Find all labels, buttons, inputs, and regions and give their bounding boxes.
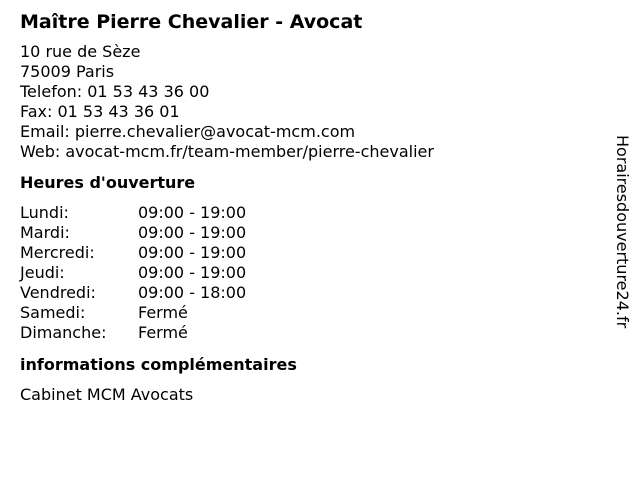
day-label: Mardi: [20,223,70,242]
site-watermark: Horairesdouverture24.fr [613,135,632,329]
contact-block [20,42,600,162]
hours-row-mardi [20,223,246,243]
hours-value: 09:00 - 19:00 [138,223,247,242]
phone-number: Telefon: 01 53 43 36 00 [20,82,210,101]
day-label: Jeudi: [20,263,65,282]
hours-value: Fermé [138,323,188,342]
page-title: Maître Pierre Chevalier - Avocat [20,11,363,33]
hours-value: 09:00 - 19:00 [138,263,247,282]
fax-number: Fax: 01 53 43 36 01 [20,102,180,121]
hours-row-vendredi [20,283,246,303]
hours-value: 09:00 - 19:00 [138,203,247,222]
hours-row-mercredi [20,243,246,263]
hours-row-lundi [20,203,246,223]
day-label: Dimanche: [20,323,107,342]
hours-row-samedi [20,303,246,323]
street-address: 10 rue de Sèze [20,42,141,61]
opening-hours-heading: Heures d'ouverture [20,173,196,192]
hours-row-jeudi [20,263,246,283]
opening-hours-table [20,203,246,343]
city-postcode: 75009 Paris [20,62,115,81]
website-address: Web: avocat-mcm.fr/team-member/pierre-chevalier [20,142,434,161]
hours-row-dimanche [20,323,246,343]
hours-value: 09:00 - 18:00 [138,283,247,302]
day-label: Mercredi: [20,243,95,262]
day-label: Lundi: [20,203,69,222]
day-label: Samedi: [20,303,86,322]
additional-info-text: Cabinet MCM Avocats [20,385,194,404]
day-label: Vendredi: [20,283,96,302]
business-listing [20,10,600,405]
hours-value: Fermé [138,303,188,322]
additional-info-heading: informations complémentaires [20,355,297,374]
email-address: Email: pierre.chevalier@avocat-mcm.com [20,122,356,141]
hours-value: 09:00 - 19:00 [138,243,247,262]
